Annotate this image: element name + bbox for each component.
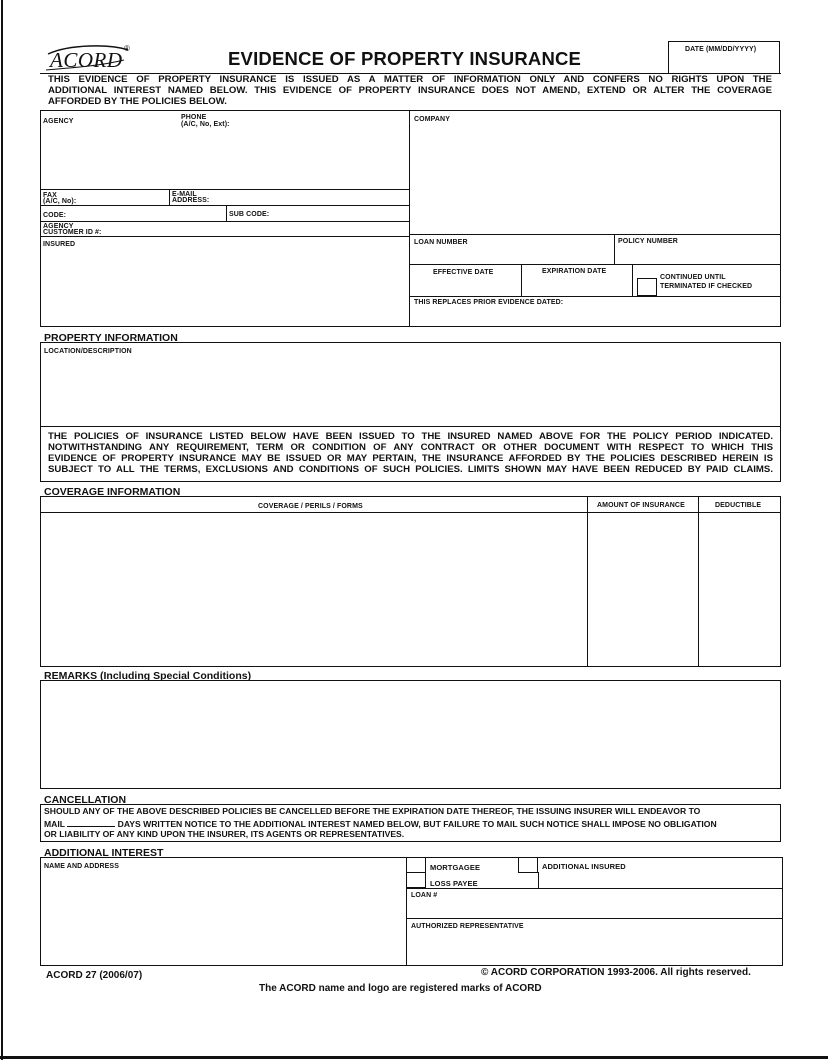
replaces-top-rule: [409, 296, 781, 297]
disclaimer-line-1: THIS EVIDENCE OF PROPERTY INSURANCE IS ISSUED AS A MATTER OF INFORMATION ONLY AND CONFERS NO RIGHTS UPON THE: [48, 74, 772, 85]
form-id: ACORD 27 (2006/07): [46, 970, 143, 981]
customer-id-label-sub: CUSTOMER ID #:: [43, 229, 102, 236]
phone-label-sub: (A/C, No, Ext):: [181, 121, 230, 128]
deductible-field[interactable]: [699, 513, 780, 666]
cancellation-mail-text: MAIL: [44, 819, 65, 829]
acord-logo-text: ACORD: [50, 48, 123, 72]
property-notice-rule: [40, 426, 781, 427]
property-notice-line-2: NOTWITHSTANDING ANY REQUIREMENT, TERM OR CONDITION OF ANY CONTRACT OR OTHER DOCUMENT WITH RESPECT TO WHICH THIS: [48, 442, 773, 453]
phone-label: PHONE: [181, 114, 207, 121]
form-title: EVIDENCE OF PROPERTY INSURANCE: [228, 48, 582, 69]
location-label: LOCATION/DESCRIPTION: [44, 348, 132, 355]
loss-payee-right-divider: [538, 872, 539, 888]
fax-top-rule: [40, 189, 409, 190]
loan-hash-field[interactable]: [407, 889, 782, 917]
loan-policy-divider: [614, 234, 615, 264]
page-bottom-edge: [0, 1056, 828, 1059]
page-left-edge: [1, 0, 3, 1060]
date-box[interactable]: [668, 41, 780, 74]
authorized-signature-field[interactable]: [407, 932, 782, 965]
continued-until-label: CONTINUED UNTIL: [660, 274, 726, 281]
effective-expiration-divider: [521, 264, 522, 296]
email-label-sub: ADDRESS:: [172, 197, 210, 204]
cancellation-notice-text: DAYS WRITTEN NOTICE TO THE ADDITIONAL INTEREST NAMED BELOW, BUT FAILURE TO MAIL SUCH NOTICE SHALL IMPOSE NO OBLIGATION: [117, 819, 717, 829]
expiration-continued-divider: [632, 264, 633, 296]
subcode-label: SUB CODE:: [229, 211, 270, 218]
remarks-field[interactable]: [40, 680, 781, 789]
name-address-field[interactable]: [41, 872, 405, 965]
additional-insured-checkbox[interactable]: [518, 857, 538, 873]
cancellation-section-title: CANCELLATION: [44, 794, 127, 806]
property-notice-line-3: EVIDENCE OF PROPERTY INSURANCE MAY BE ISSUED OR MAY PERTAIN, THE INSURANCE AFFORDED BY THE POLICIES DESCRIBED HEREIN IS: [48, 453, 773, 464]
copyright-notice: © ACORD CORPORATION 1993-2006. All rights reserved.: [481, 967, 751, 978]
coverage-section-title: COVERAGE INFORMATION: [44, 486, 181, 498]
disclaimer-line-2: ADDITIONAL INTEREST NAMED BELOW. THIS EVIDENCE OF PROPERTY INSURANCE DOES NOT AMEND, EXTEND OR ALTER THE COVERAGE: [48, 85, 772, 96]
expiration-date-label: EXPIRATION DATE: [542, 268, 607, 275]
code-subcode-divider: [226, 205, 227, 221]
terminated-if-checked-label: TERMINATED IF CHECKED: [660, 283, 753, 290]
amount-column-header: AMOUNT OF INSURANCE: [597, 502, 685, 509]
insured-top-rule: [40, 236, 409, 237]
fax-email-divider: [169, 189, 170, 205]
company-field[interactable]: [410, 126, 780, 233]
continued-until-checkbox[interactable]: [637, 278, 657, 296]
acord-logo: [40, 42, 132, 74]
cancellation-line-2: [44, 818, 717, 829]
replaces-prior-label: THIS REPLACES PRIOR EVIDENCE DATED:: [414, 299, 564, 306]
loan-number-label: LOAN NUMBER: [414, 239, 468, 246]
agency-label: AGENCY: [43, 118, 74, 125]
effective-date-label: EFFECTIVE DATE: [433, 269, 494, 276]
fax-label-sub: (A/C, No):: [43, 198, 77, 205]
cancellation-line-3: OR LIABILITY OF ANY KIND UPON THE INSURER, ITS AGENTS OR REPRESENTATIVES.: [44, 829, 405, 839]
deductible-column-header: DEDUCTIBLE: [715, 502, 762, 509]
loss-payee-checkbox[interactable]: [406, 872, 426, 888]
coverage-perils-field[interactable]: [41, 513, 586, 666]
date-label: DATE (MM/DD/YYYY): [685, 46, 757, 53]
loan-top-rule: [409, 234, 781, 235]
property-notice-line-4: SUBJECT TO ALL THE TERMS, EXCLUSIONS AND CONDITIONS OF SUCH POLICIES. LIMITS SHOWN MAY HAVE BEEN REDUCED BY PAID CLAIMS.: [48, 464, 773, 475]
amount-of-insurance-field[interactable]: [588, 513, 697, 666]
customer-id-label: AGENCY: [43, 223, 74, 230]
disclaimer-line-3: AFFORDED BY THE POLICIES BELOW.: [48, 96, 227, 107]
loan-hash-label: LOAN #: [411, 892, 438, 899]
acord-logo-mark: ®: [124, 44, 130, 53]
trademark-notice: The ACORD name and logo are registered marks of ACORD: [259, 983, 542, 994]
email-label: E-MAIL: [172, 191, 197, 198]
insured-field[interactable]: [41, 250, 409, 326]
custid-top-rule: [40, 221, 409, 222]
dates-top-rule: [409, 264, 781, 265]
policy-number-label: POLICY NUMBER: [618, 238, 678, 245]
fax-label: FAX: [43, 192, 57, 199]
name-address-label: NAME AND ADDRESS: [44, 863, 119, 870]
loss-payee-label: LOSS PAYEE: [430, 879, 478, 888]
company-label: COMPANY: [414, 116, 450, 123]
additional-interest-section-title: ADDITIONAL INTEREST: [44, 847, 164, 859]
mortgagee-label: MORTGAGEE: [430, 863, 481, 872]
notice-days-field[interactable]: [67, 818, 115, 827]
cancellation-line-1: SHOULD ANY OF THE ABOVE DESCRIBED POLICIES BE CANCELLED BEFORE THE EXPIRATION DATE THEREOF, THE ISSUING INSURER WILL ENDEAVOR TO: [44, 806, 701, 816]
code-top-rule: [40, 205, 409, 206]
authorized-representative-label: AUTHORIZED REPRESENTATIVE: [411, 923, 524, 930]
location-field[interactable]: [41, 357, 780, 425]
remarks-section-title: REMARKS (Including Special Conditions): [44, 670, 252, 682]
additional-insured-label: ADDITIONAL INSURED: [542, 862, 626, 871]
insured-label: INSURED: [43, 241, 76, 248]
code-label: CODE:: [43, 212, 67, 219]
property-notice-line-1: THE POLICIES OF INSURANCE LISTED BELOW HAVE BEEN ISSUED TO THE INSURED NAMED ABOVE FOR THE POLICY PERIOD INDICATED.: [48, 431, 773, 442]
coverage-column-header: COVERAGE / PERILS / FORMS: [258, 503, 363, 510]
mortgagee-checkbox[interactable]: [406, 857, 426, 873]
authorized-top-rule: [406, 918, 783, 919]
property-section-title: PROPERTY INFORMATION: [44, 332, 178, 344]
